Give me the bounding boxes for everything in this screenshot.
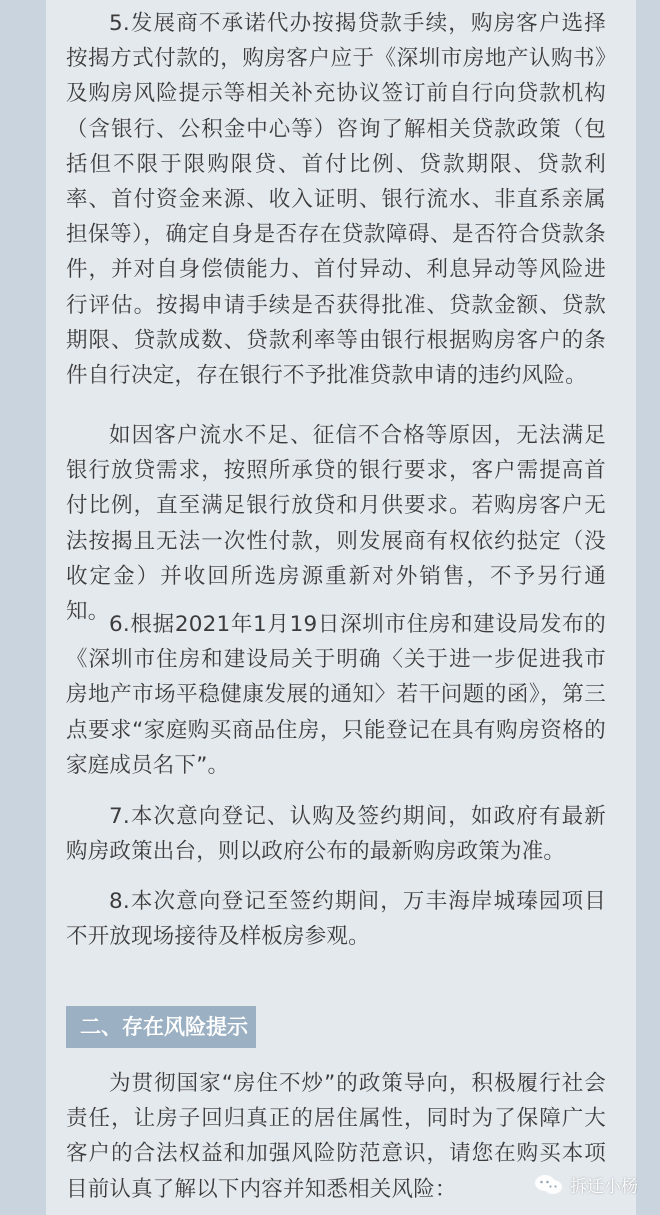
paragraph-item-5: 5.发展商不承诺代办按揭贷款手续，购房客户选择按揭方式付款的，购房客户应于《深圳市房地产认购书》及购房风险提示等相关补充协议签订前自行向贷款机构（含银行、公积金中心等）咨询了解相关贷款政策（包括但不限于限购限贷、首付比例、贷款期限、贷款利率、首付资金来源、收入证明、银行流水、非直系亲属担保等），确定自身是否存在贷款障碍、是否符合贷款条件，并对自身偿债能力、首付异动、利息异动等风险进行评估。按揭申请手续是否获得批准、贷款金额、贷款期限、贷款成数、贷款利率等由银行根据购房客户的条件自行决定，存在银行不予批准贷款申请的违约风险。 — [66, 11, 606, 389]
paragraph-item-8: 8.本次意向登记至签约期间，万丰海岸城瑧园项目不开放现场接待及样板房参观。 — [66, 889, 606, 950]
paragraph-item-5-continued: 如因客户流水不足、征信不合格等原因，无法满足银行放贷需求，按照所承贷的银行要求，客户需提高首付比例，直至满足银行放贷和月供要求。若购房客户无法按揭且无法一次性付款，则发展商有权依约挞定（没收定金）并收回所选房源重新对外销售，不予另行通知。 — [66, 423, 606, 625]
intro-paragraph: 为贯彻国家“房住不炒”的政策导向，积极履行社会责任，让房子回归真正的居住属性，同时为了保障广大客户的合法权益和加强风险防范意识，请您在购买本项目前认真了解以下内容并知悉相关风险： — [66, 1071, 606, 1202]
wechat-icon — [534, 1173, 564, 1197]
section-heading: 二、存在风险提示 — [66, 1006, 256, 1048]
watermark — [534, 1172, 638, 1197]
paragraph-item-6: 6.根据2021年1月19日深圳市住房和建设局发布的《深圳市住房和建设局关于明确〈关于进一步促进我市房地产市场平稳健康发展的通知〉若干问题的函》，第三点要求“家庭购买商品住房，只能登记在具有购房资格的家庭成员名下”。 — [66, 612, 606, 778]
watermark-text: 拆迁小杨 — [570, 1177, 638, 1197]
paragraph-item-7: 7.本次意向登记、认购及签约期间，如政府有最新购房政策出台，则以政府公布的最新购房政策为准。 — [66, 804, 606, 865]
